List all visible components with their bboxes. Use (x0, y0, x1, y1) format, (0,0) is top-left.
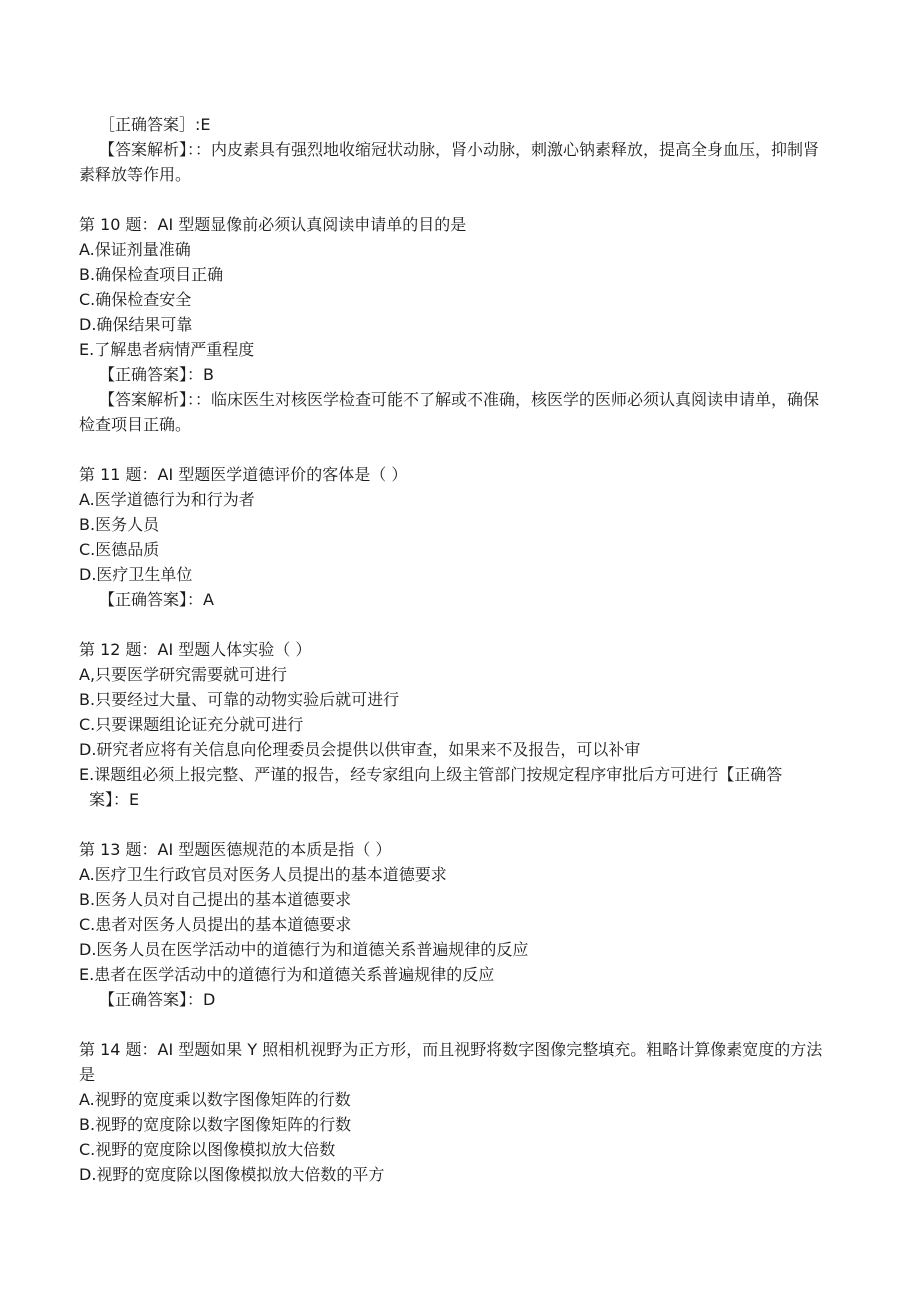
option-b: B.医务人员 (79, 515, 160, 534)
question-block (79, 1037, 829, 1187)
answer-continuation: 案】：E (89, 790, 140, 809)
option-b: B.医务人员对自己提出的基本道德要求 (79, 890, 352, 909)
option-a: A.视野的宽度乘以数字图像矩阵的行数 (79, 1090, 351, 1109)
option-d: D.研究者应将有关信息向伦理委员会提供以供审查，如果来不及报告，可以补审 (79, 740, 641, 759)
answer-line: ［正确答案］:E (99, 115, 211, 134)
option-b: B.只要经过大量、可靠的动物实验后就可进行 (79, 690, 400, 709)
option-a: A,只要医学研究需要就可进行 (79, 665, 288, 684)
option-d: D.视野的宽度除以图像模拟放大倍数的平方 (79, 1165, 385, 1184)
answer-line: 【正确答案】：B (99, 365, 214, 384)
option-c: C.患者对医务人员提出的基本道德要求 (79, 915, 352, 934)
question-block (79, 637, 829, 812)
option-a: A.医疗卫生行政官员对医务人员提出的基本道德要求 (79, 865, 447, 884)
question-stem: 第 13 题：AI 型题医德规范的本质是指（ ） (79, 840, 392, 859)
option-e: E.课题组必须上报完整、严谨的报告，经专家组向上级主管部门按规定程序审批后方可进行【正确答 (79, 765, 783, 784)
option-b: B.视野的宽度除以数字图像矩阵的行数 (79, 1115, 352, 1134)
option-c: C.只要课题组论证充分就可进行 (79, 715, 304, 734)
question-stem: 第 14 题：AI 型题如果 Y 照相机视野为正方形，而且视野将数字图像完整填充。粗略计算像素宽度的方法是 (79, 1040, 823, 1084)
answer-line: 【正确答案】：A (99, 590, 214, 609)
option-c: C.视野的宽度除以图像模拟放大倍数 (79, 1140, 336, 1159)
analysis-text: 【答案解析】：：临床医生对核医学检查可能不了解或不准确，核医学的医师必须认真阅读申请单，确保检查项目正确。 (79, 390, 820, 434)
option-e: E.患者在医学活动中的道德行为和道德关系普遍规律的反应 (79, 965, 495, 984)
question-block (79, 837, 829, 1012)
question-stem: 第 10 题：AI 型题显像前必须认真阅读申请单的目的是 (79, 215, 467, 234)
option-a: A.医学道德行为和行为者 (79, 490, 255, 509)
option-b: B.确保检查项目正确 (79, 265, 224, 284)
answer-line: 【正确答案】：D (99, 990, 216, 1009)
option-d: D.医疗卫生单位 (79, 565, 193, 584)
question-stem: 第 11 题：AI 型题医学道德评价的客体是（ ） (79, 465, 408, 484)
question-stem: 第 12 题：AI 型题人体实验（ ） (79, 640, 312, 659)
option-e: E.了解患者病情严重程度 (79, 340, 255, 359)
question-block (79, 212, 829, 437)
analysis-text: 【答案解析】：：内皮素具有强烈地收缩冠状动脉，肾小动脉，刺激心钠素释放，提高全身血压，抑制肾素释放等作用。 (79, 140, 820, 184)
question-block (79, 462, 829, 612)
document-page (79, 112, 829, 1187)
option-a: A.保证剂量准确 (79, 240, 191, 259)
option-d: D.确保结果可靠 (79, 315, 193, 334)
option-c: C.确保检查安全 (79, 290, 192, 309)
option-c: C.医德品质 (79, 540, 160, 559)
option-d: D.医务人员在医学活动中的道德行为和道德关系普遍规律的反应 (79, 940, 529, 959)
